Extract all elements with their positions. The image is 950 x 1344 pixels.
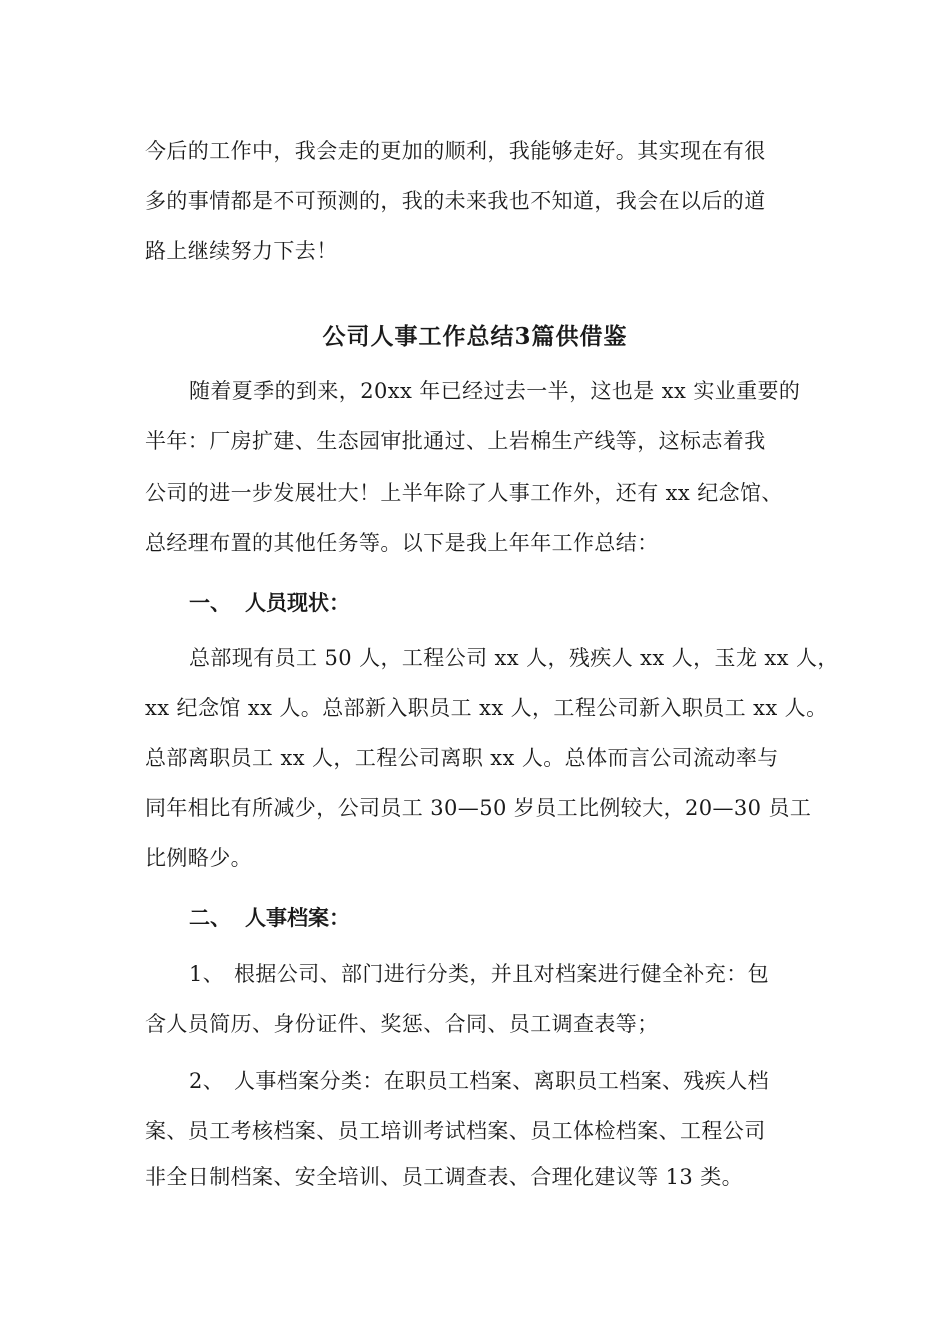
para1-line-2: 半年：厂房扩建、生态园审批通过、上岩棉生产线等，这标志着我 [145,429,766,453]
para2-line-1: 总部现有员工 50 人，工程公司 xx 人，残疾人 xx 人，玉龙 xx 人， [189,646,839,670]
para1-line-4: 总经理布置的其他任务等。以下是我上年年工作总结： [145,531,659,555]
section-number: 一、 [189,590,231,615]
document-title: 公司人事工作总结3篇供借鉴 [322,323,628,350]
section-number: 二、 [189,905,231,930]
intro-line-1: 今后的工作中，我会走的更加的顺利，我能够走好。其实现在有很 [145,139,766,163]
item2-line-2: 案、员工考核档案、员工培训考试档案、员工体检档案、工程公司 [145,1119,766,1143]
section-title: 人事档案： [245,905,350,930]
item-text: 人事档案分类：在职员工档案、离职员工档案、残疾人档 [234,1069,769,1093]
item-text: 根据公司、部门进行分类，并且对档案进行健全补充：包 [234,962,769,986]
intro-line-3: 路上继续努力下去！ [145,239,338,263]
section-heading-1 [189,587,350,617]
section-heading-2 [189,902,350,932]
para1-line-1: 随着夏季的到来，20xx 年已经过去一半，这也是 xx 实业重要的 [189,379,801,403]
item-number: 2、 [189,1069,225,1093]
para2-line-4: 同年相比有所减少，公司员工 30—50 岁员工比例较大，20—30 员工 [145,796,812,820]
item1-line-2: 含人员简历、身份证件、奖惩、合同、员工调查表等； [145,1012,659,1036]
item1-line-1 [189,960,769,988]
para2-line-2: xx 纪念馆 xx 人。总部新入职员工 xx 人，工程公司新入职员工 xx 人。 [145,696,828,720]
item-number: 1、 [189,962,225,986]
para1-line-3: 公司的进一步发展壮大！上半年除了人事工作外，还有 xx 纪念馆、 [145,481,783,505]
item2-line-1 [189,1067,769,1095]
section-title: 人员现状： [245,590,350,615]
para2-line-3: 总部离职员工 xx 人，工程公司离职 xx 人。总体而言公司流动率与 [145,746,779,770]
intro-line-2: 多的事情都是不可预测的，我的未来我也不知道，我会在以后的道 [145,189,766,213]
item2-line-3: 非全日制档案、安全培训、员工调查表、合理化建议等 13 类。 [145,1165,744,1189]
para2-line-5: 比例略少。 [145,846,252,870]
